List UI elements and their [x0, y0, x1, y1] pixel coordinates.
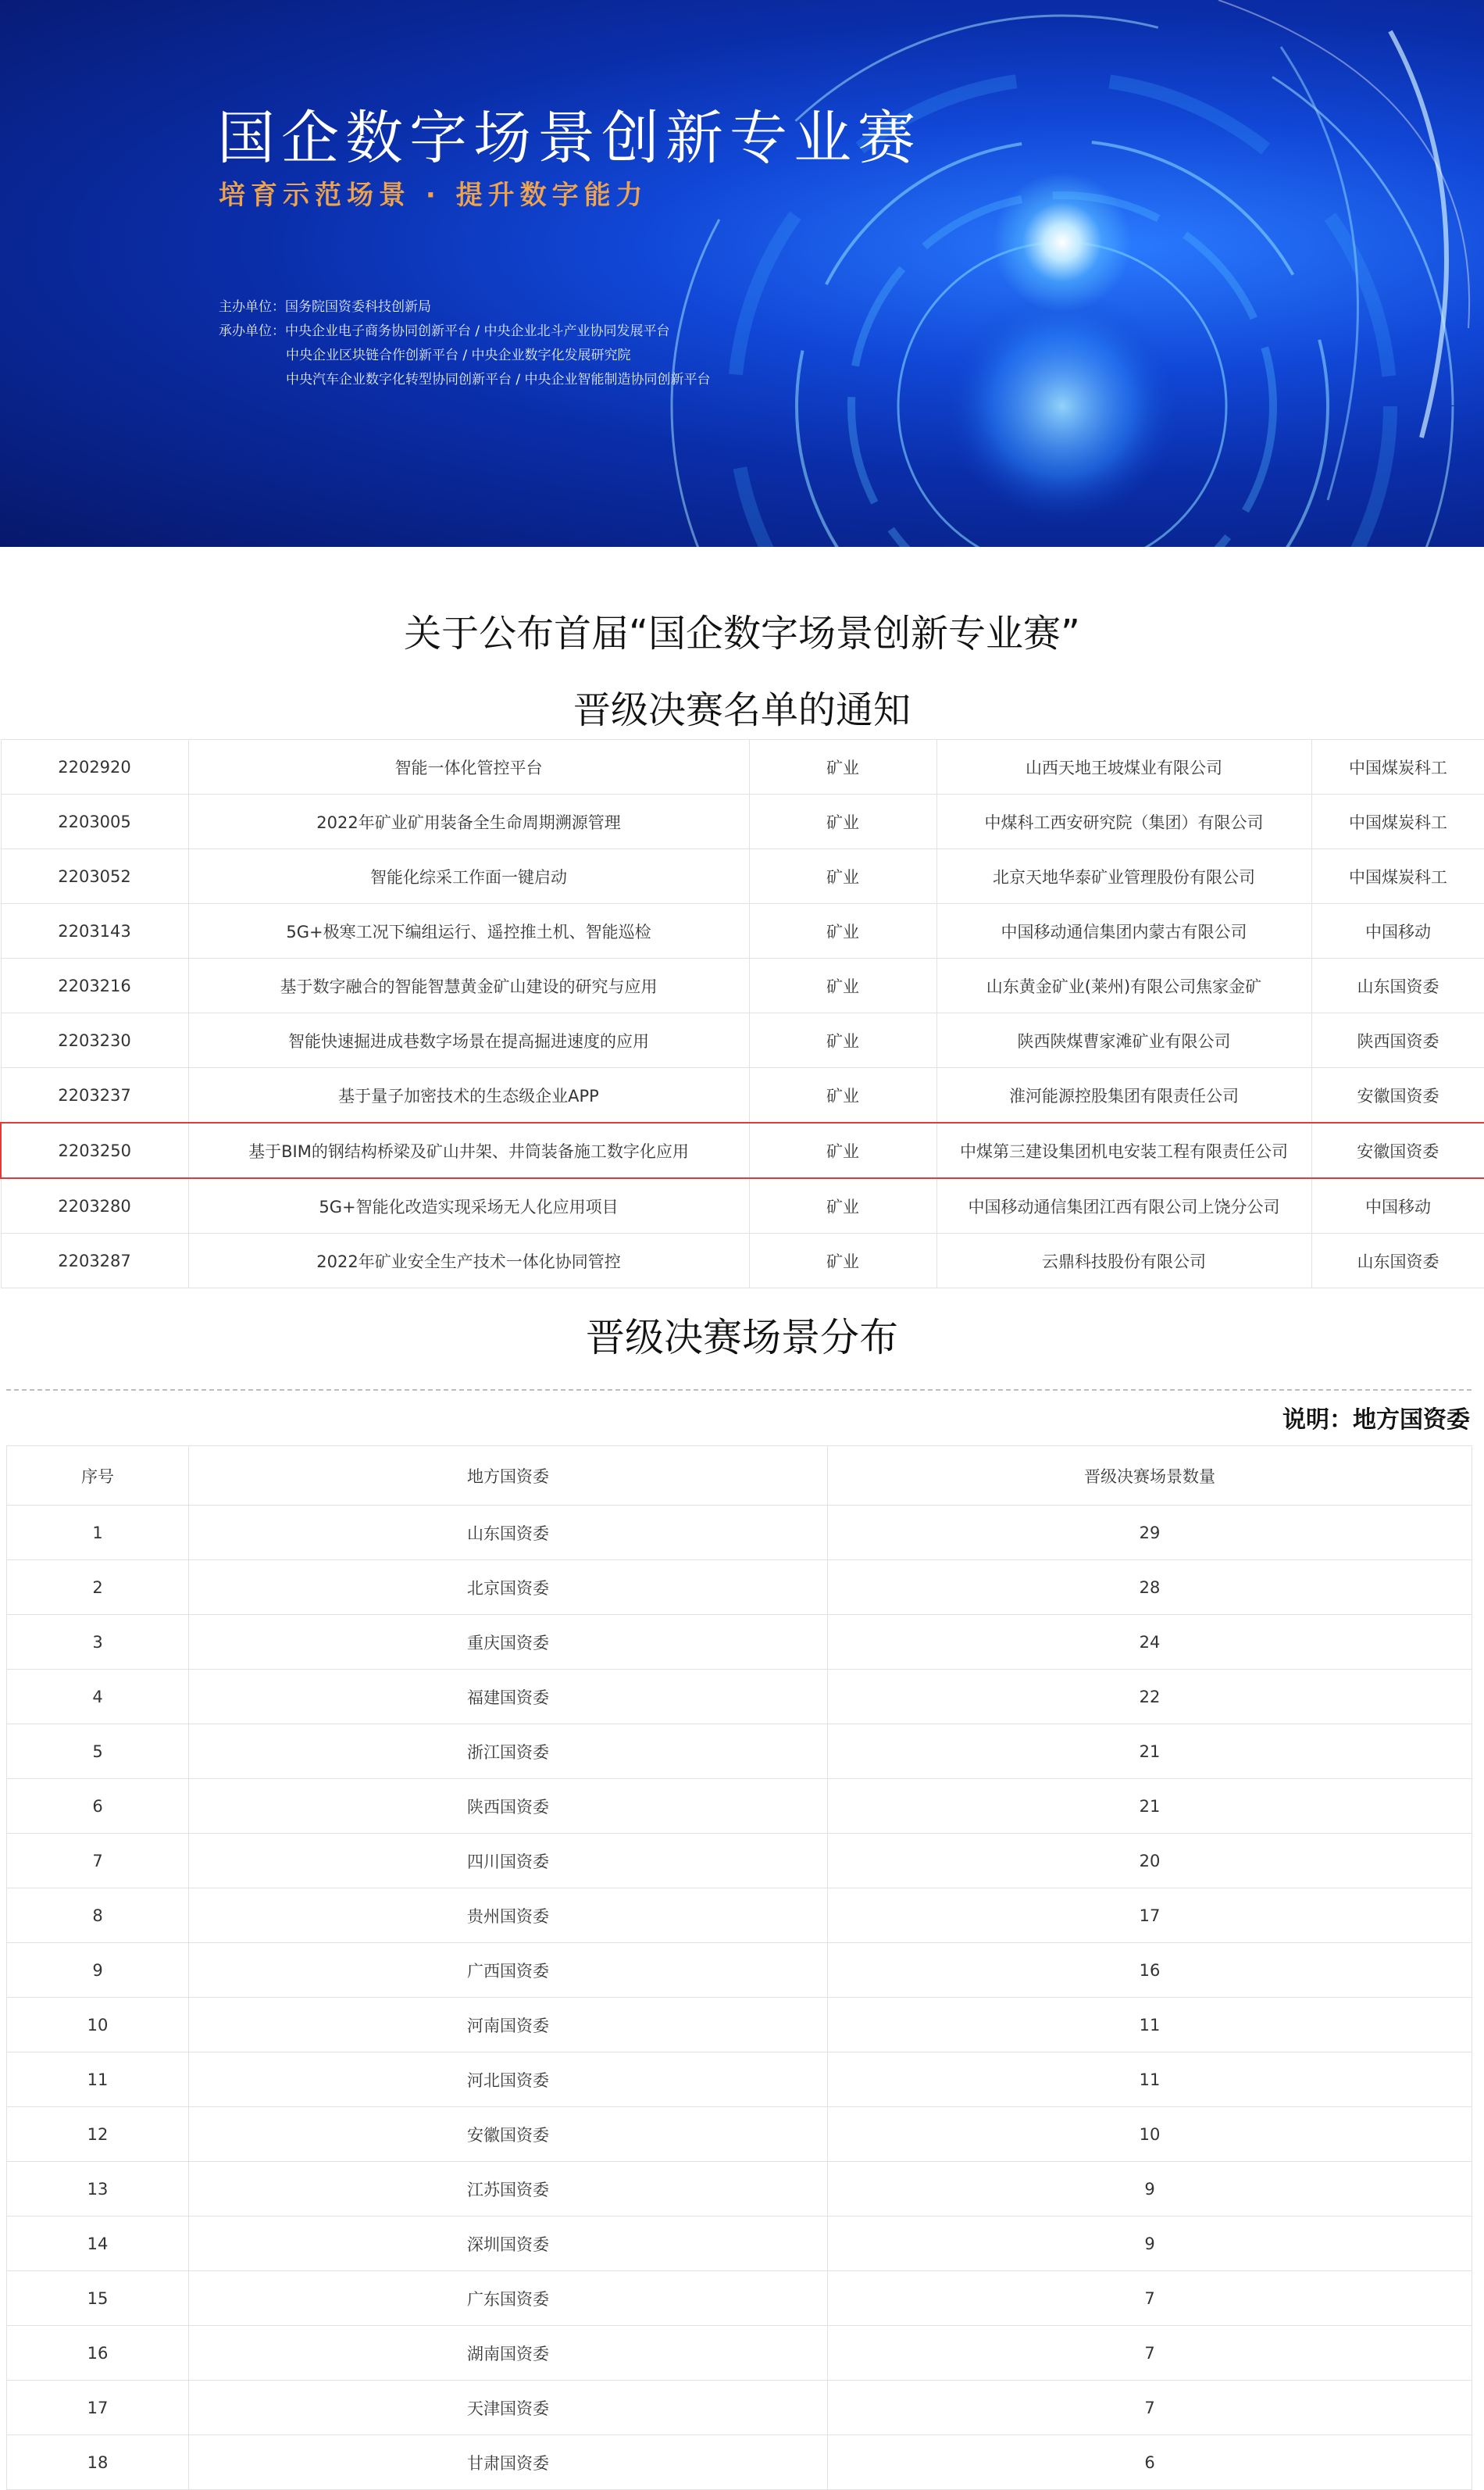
project-name: 智能一体化管控平台	[188, 740, 749, 795]
project-name: 智能化综采工作面一键启动	[188, 849, 749, 904]
row-index: 15	[7, 2271, 189, 2326]
row-index: 14	[7, 2217, 189, 2271]
project-name: 智能快速掘进成巷数字场景在提高掘进速度的应用	[188, 1013, 749, 1068]
project-company: 云鼎科技股份有限公司	[936, 1234, 1311, 1288]
table-row	[1, 959, 1484, 1013]
project-group: 山东国资委	[1311, 1234, 1484, 1288]
row-region: 湖南国资委	[189, 2326, 828, 2381]
distribution-note: 说明：地方国资委	[1282, 1406, 1470, 1434]
project-field: 矿业	[749, 849, 936, 904]
banner-title: 国企数字场景创新专业赛	[217, 105, 922, 172]
row-count: 11	[828, 2052, 1472, 2107]
project-group: 安徽国资委	[1311, 1123, 1484, 1178]
table-row	[7, 2381, 1472, 2435]
table-row	[1, 1234, 1484, 1288]
finalists-table	[0, 739, 1484, 1288]
row-region: 浙江国资委	[189, 1724, 828, 1779]
project-field: 矿业	[749, 904, 936, 959]
project-field: 矿业	[749, 1068, 936, 1124]
row-region: 陕西国资委	[189, 1779, 828, 1834]
row-count: 7	[828, 2381, 1472, 2435]
project-group: 安徽国资委	[1311, 1068, 1484, 1124]
table-row	[1, 1068, 1484, 1124]
project-company: 中国移动通信集团内蒙古有限公司	[936, 904, 1311, 959]
row-index: 1	[7, 1506, 189, 1560]
project-group: 中国移动	[1311, 904, 1484, 959]
row-index: 4	[7, 1670, 189, 1724]
row-index: 16	[7, 2326, 189, 2381]
notice-title-line2: 晋级决赛名单的通知	[573, 688, 911, 732]
row-region: 重庆国资委	[189, 1615, 828, 1670]
project-field: 矿业	[749, 1123, 936, 1178]
column-header-region: 地方国资委	[189, 1446, 828, 1506]
row-region: 广东国资委	[189, 2271, 828, 2326]
project-id: 2203216	[1, 959, 188, 1013]
row-region: 广西国资委	[189, 1943, 828, 1998]
project-field: 矿业	[749, 959, 936, 1013]
project-id: 2203250	[1, 1123, 188, 1178]
row-count: 9	[828, 2217, 1472, 2271]
project-field: 矿业	[749, 1013, 936, 1068]
row-index: 12	[7, 2107, 189, 2162]
row-region: 安徽国资委	[189, 2107, 828, 2162]
row-count: 17	[828, 1888, 1472, 1943]
light-flare	[992, 172, 1133, 313]
table-row	[7, 1724, 1472, 1779]
project-id: 2203280	[1, 1178, 188, 1234]
row-index: 9	[7, 1943, 189, 1998]
row-count: 7	[828, 2326, 1472, 2381]
table-row	[7, 2052, 1472, 2107]
table-row	[1, 795, 1484, 849]
table-row	[7, 1888, 1472, 1943]
project-field: 矿业	[749, 1178, 936, 1234]
project-company: 山西天地王坡煤业有限公司	[936, 740, 1311, 795]
row-index: 18	[7, 2435, 189, 2490]
row-region: 河南国资委	[189, 1998, 828, 2052]
section-divider	[6, 1389, 1472, 1391]
table-row	[7, 1998, 1472, 2052]
project-company: 中煤第三建设集团机电安装工程有限责任公司	[936, 1123, 1311, 1178]
column-header-count: 晋级决赛场景数量	[828, 1446, 1472, 1506]
project-id: 2203237	[1, 1068, 188, 1124]
row-index: 3	[7, 1615, 189, 1670]
project-id: 2203230	[1, 1013, 188, 1068]
row-count: 22	[828, 1670, 1472, 1724]
project-id: 2203287	[1, 1234, 188, 1288]
distribution-title: 晋级决赛场景分布	[586, 1315, 898, 1360]
project-field: 矿业	[749, 740, 936, 795]
table-row	[7, 1615, 1472, 1670]
distribution-table	[6, 1445, 1472, 2490]
project-id: 2203052	[1, 849, 188, 904]
project-group: 中国煤炭科工	[1311, 795, 1484, 849]
row-region: 深圳国资委	[189, 2217, 828, 2271]
table-row	[7, 2162, 1472, 2217]
project-name: 基于量子加密技术的生态级企业APP	[188, 1068, 749, 1124]
table-row	[7, 2326, 1472, 2381]
row-count: 7	[828, 2271, 1472, 2326]
notice-title-line1: 关于公布首届“国企数字场景创新专业赛”	[404, 612, 1080, 656]
table-row	[1, 904, 1484, 959]
table-row	[7, 2271, 1472, 2326]
row-count: 10	[828, 2107, 1472, 2162]
row-index: 6	[7, 1779, 189, 1834]
project-company: 中国移动通信集团江西有限公司上饶分公司	[936, 1178, 1311, 1234]
project-id: 2203005	[1, 795, 188, 849]
project-company: 陕西陕煤曹家滩矿业有限公司	[936, 1013, 1311, 1068]
table-row	[7, 2107, 1472, 2162]
row-region: 天津国资委	[189, 2381, 828, 2435]
row-region: 四川国资委	[189, 1834, 828, 1888]
row-index: 2	[7, 1560, 189, 1615]
row-count: 24	[828, 1615, 1472, 1670]
table-row-highlighted	[1, 1123, 1484, 1178]
project-field: 矿业	[749, 1234, 936, 1288]
project-name: 基于BIM的钢结构桥梁及矿山井架、井筒装备施工数字化应用	[188, 1123, 749, 1178]
banner-slogan: 培育示范场景 · 提升数字能力	[219, 180, 648, 211]
project-field: 矿业	[749, 795, 936, 849]
project-name: 5G+智能化改造实现采场无人化应用项目	[188, 1178, 749, 1234]
row-index: 13	[7, 2162, 189, 2217]
row-count: 9	[828, 2162, 1472, 2217]
host-line: 主办单位：国务院国资委科技创新局	[219, 299, 431, 315]
project-id: 2202920	[1, 740, 188, 795]
row-count: 20	[828, 1834, 1472, 1888]
row-count: 6	[828, 2435, 1472, 2490]
row-count: 28	[828, 1560, 1472, 1615]
table-row	[7, 1670, 1472, 1724]
row-index: 10	[7, 1998, 189, 2052]
table-row	[1, 1178, 1484, 1234]
project-company: 淮河能源控股集团有限责任公司	[936, 1068, 1311, 1124]
project-group: 中国煤炭科工	[1311, 740, 1484, 795]
organizer-line: 中央企业区块链合作创新平台 / 中央企业数字化发展研究院	[286, 348, 631, 363]
table-row	[7, 1560, 1472, 1615]
row-index: 7	[7, 1834, 189, 1888]
row-count: 21	[828, 1779, 1472, 1834]
project-company: 山东黄金矿业(莱州)有限公司焦家金矿	[936, 959, 1311, 1013]
project-company: 北京天地华泰矿业管理股份有限公司	[936, 849, 1311, 904]
row-index: 17	[7, 2381, 189, 2435]
row-region: 山东国资委	[189, 1506, 828, 1560]
row-region: 贵州国资委	[189, 1888, 828, 1943]
row-region: 福建国资委	[189, 1670, 828, 1724]
project-name: 5G+极寒工况下编组运行、遥控推土机、智能巡检	[188, 904, 749, 959]
project-group: 山东国资委	[1311, 959, 1484, 1013]
table-row	[1, 849, 1484, 904]
row-count: 29	[828, 1506, 1472, 1560]
row-count: 11	[828, 1998, 1472, 2052]
tech-rings-graphic	[0, 0, 1484, 547]
table-header-row	[7, 1446, 1472, 1506]
column-header-index: 序号	[7, 1446, 189, 1506]
row-index: 8	[7, 1888, 189, 1943]
table-row	[7, 1943, 1472, 1998]
table-row	[1, 1013, 1484, 1068]
project-group: 陕西国资委	[1311, 1013, 1484, 1068]
table-row	[1, 740, 1484, 795]
table-row	[7, 2435, 1472, 2490]
organizer-line: 中央汽车企业数字化转型协同创新平台 / 中央企业智能制造协同创新平台	[286, 372, 711, 388]
row-region: 江苏国资委	[189, 2162, 828, 2217]
row-index: 11	[7, 2052, 189, 2107]
project-name: 基于数字融合的智能智慧黄金矿山建设的研究与应用	[188, 959, 749, 1013]
table-row	[7, 1834, 1472, 1888]
organizer-line: 承办单位：中央企业电子商务协同创新平台 / 中央企业北斗产业协同发展平台	[219, 323, 670, 339]
row-count: 21	[828, 1724, 1472, 1779]
project-name: 2022年矿业矿用装备全生命周期溯源管理	[188, 795, 749, 849]
project-group: 中国煤炭科工	[1311, 849, 1484, 904]
hero-banner	[0, 0, 1484, 547]
row-region: 河北国资委	[189, 2052, 828, 2107]
project-group: 中国移动	[1311, 1178, 1484, 1234]
row-index: 5	[7, 1724, 189, 1779]
row-region: 北京国资委	[189, 1560, 828, 1615]
row-region: 甘肃国资委	[189, 2435, 828, 2490]
project-name: 2022年矿业安全生产技术一体化协同管控	[188, 1234, 749, 1288]
table-row	[7, 1779, 1472, 1834]
row-count: 16	[828, 1943, 1472, 1998]
project-id: 2203143	[1, 904, 188, 959]
table-row	[7, 2217, 1472, 2271]
project-company: 中煤科工西安研究院（集团）有限公司	[936, 795, 1311, 849]
table-row	[7, 1506, 1472, 1560]
